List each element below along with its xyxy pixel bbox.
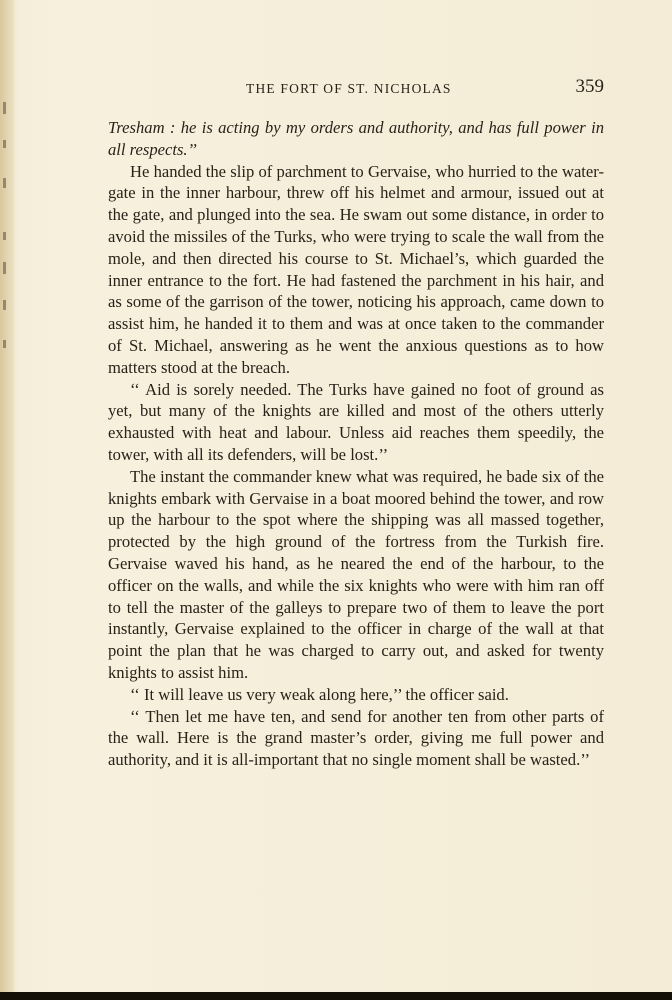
gutter-mark xyxy=(3,140,6,148)
paragraph: He handed the slip of parchment to Gervaise, who hurried to the water-gate in the inner harbour, threw off his helmet and armour, issued out at the gate, and plunged into the sea. He swam out some distance, in order to avoid the missiles of the Turks, who were trying to scale the wall from the mole, and then directed his course to St. Michael’s, which guarded the inner entrance to the fort. He had fastened the parchment in his hair, and as some of the garrison of the tower, noticing his approach, came down to assist him, he handed it to them and was at once taken to the commander of St. Michael, answering as he went the anxious questions as to how matters stood at the breach. xyxy=(108,161,604,377)
running-header xyxy=(108,76,604,101)
gutter-mark xyxy=(3,178,6,188)
page-gutter xyxy=(0,0,14,1000)
body-text xyxy=(108,117,604,771)
paragraph: The instant the commander knew what was required, he bade six of the knights embark with Gervaise in a boat moored behind the tower, and row up the harbour to the spot where the shipping was all massed together, protected by the high ground of the fortress from the Turkish fire. Gervaise waved his hand, as he neared the end of the harbour, to the officer on the walls, and while the six knights who were with him ran off to tell the master of the galleys to prepare two of them to leave the port instantly, Gervaise explained to the officer in charge of the wall at that point the plan that he was charged to carry out, and asked for twenty knights to assist him. xyxy=(108,466,604,682)
scan-edge-bar xyxy=(0,992,672,1000)
running-title: THE FORT OF ST. NICHOLAS xyxy=(246,81,452,96)
gutter-mark xyxy=(3,300,6,310)
paragraph: ‘‘ It will leave us very weak along here,’’ the officer said. xyxy=(130,684,509,704)
gutter-mark xyxy=(3,262,6,274)
gutter-mark xyxy=(3,232,6,240)
paragraph: Tresham : he is acting by my orders and authority, and has full power in all respects.’’ xyxy=(108,118,604,159)
gutter-mark xyxy=(3,340,6,348)
gutter-mark xyxy=(3,102,6,114)
paragraph: ‘‘ Aid is sorely needed. The Turks have gained no foot of ground as yet, but many of the knights are killed and most of the others utterly exhausted with heat and labour. Unless aid reaches them speedily, the tower, with all its defenders, will be lost.’’ xyxy=(108,379,604,464)
paragraph: ‘‘ Then let me have ten, and send for another ten from other parts of the wall. Here is the grand master’s order, giving me full power and authority, and it is all-important that no single moment shall be wasted.’’ xyxy=(108,706,604,770)
page-number: 359 xyxy=(575,76,604,97)
